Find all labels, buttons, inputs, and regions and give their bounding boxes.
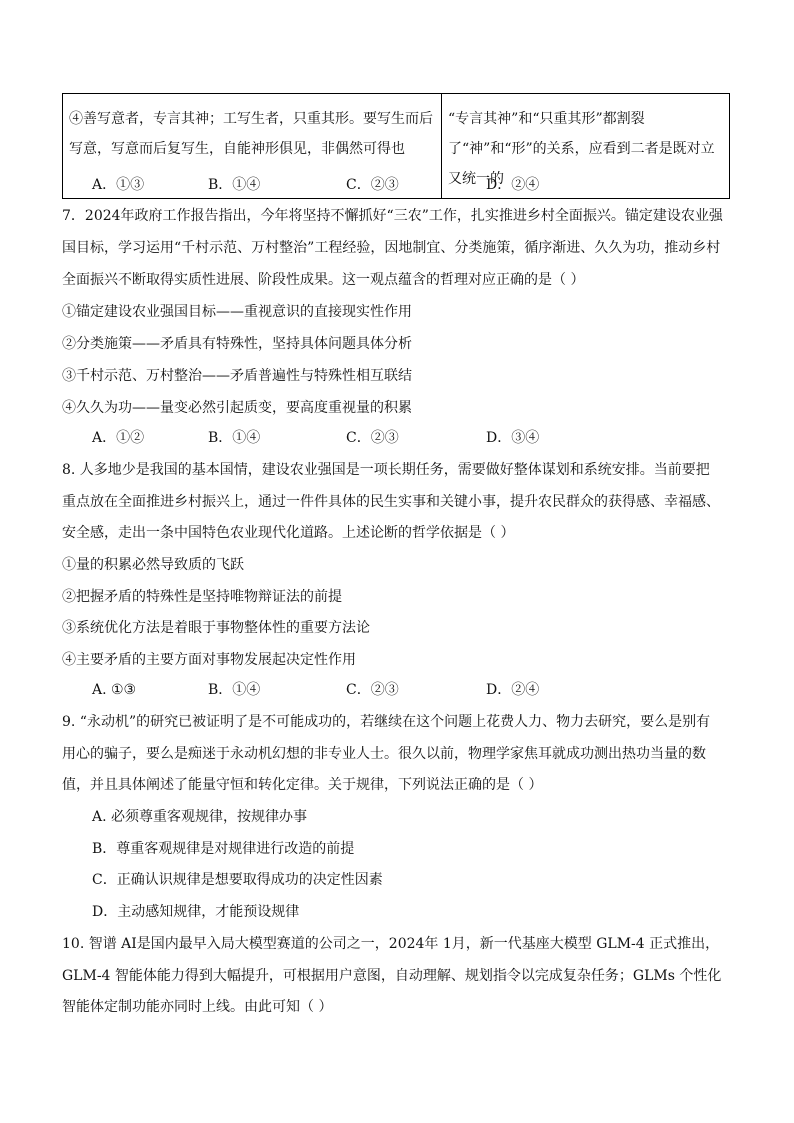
q8-item: ④主要矛盾的主要方面对事物发展起决定性作用: [62, 652, 356, 668]
q8-item: ③系统优化方法是着眼于事物整体性的重要方法论: [62, 620, 370, 636]
option-c[interactable]: C．②③: [346, 430, 399, 446]
q10-stem-line: 10. 智谱 AI是国内最早入局大模型赛道的公司之一，2024年 1月，新一代基座大模型 GLM-4 正式推出，: [62, 936, 720, 952]
q6-table-right-cell: “专言其神”和“只重其形”都割裂了“神”和“形”的关系，应看到二者是既对立又统一的: [442, 94, 730, 199]
option-d[interactable]: D．②④: [486, 177, 540, 193]
option-d[interactable]: D．主动感知规律，才能预设规律: [92, 904, 300, 920]
option-d[interactable]: D．②④: [486, 682, 540, 698]
option-b[interactable]: B．尊重客观规律是对规律进行改造的前提: [92, 841, 355, 857]
q8-item: ②把握矛盾的特殊性是坚持唯物辩证法的前提: [62, 589, 342, 605]
q7-stem-line: 7．2024年政府工作报告指出，今年将坚持不懈抓好“三农”工作，扎实推进乡村全面振兴。锚定建设农业强: [62, 208, 723, 224]
q8-stem-line: 重点放在全面推进乡村振兴上，通过一件件具体的民生实事和关键小事，提升农民群众的获得感、幸福感、: [62, 494, 720, 510]
q6-table-left-cell: ④善写意者，专言其神；工写生者，只重其形。要写生而后写意，写意而后复写生，自能神形俱见，非偶然可得也: [63, 94, 442, 199]
option-a[interactable]: A．①③: [92, 177, 145, 193]
q9-stem-line: 用心的骗子，要么是痴迷于永动机幻想的非专业人士。很久以前，物理学家焦耳就成功测出热功当量的数: [62, 746, 706, 762]
q8-item: ①量的积累必然导致质的飞跃: [62, 557, 244, 573]
q10-stem-line: 智能体定制功能亦同时上线。由此可知（ ）: [62, 999, 333, 1015]
q7-item: ③千村示范、万村整治——矛盾普遍性与特殊性相互联结: [62, 368, 412, 384]
option-c[interactable]: C．②③: [346, 177, 399, 193]
option-d[interactable]: D．③④: [486, 430, 540, 446]
option-b[interactable]: B．①④: [208, 430, 261, 446]
option-b[interactable]: B．①④: [208, 682, 261, 698]
q7-item: ④久久为功——量变必然引起质变，要高度重视量的积累: [62, 400, 412, 416]
q10-stem-line: GLM-4 智能体能力得到大幅提升，可根据用户意图，自动理解、规划指令以完成复杂任务；GLMs 个性化: [62, 968, 722, 984]
option-a[interactable]: A. ①③: [92, 682, 137, 698]
option-c[interactable]: C．②③: [346, 682, 399, 698]
q7-item: ②分类施策——矛盾具有特殊性，坚持具体问题具体分析: [62, 336, 412, 352]
q9-stem-line: 值，并且具体阐述了能量守恒和转化定律。关于规律，下列说法正确的是（ ）: [62, 777, 543, 793]
q8-stem-line: 8. 人多地少是我国的基本国情，建设农业强国是一项长期任务，需要做好整体谋划和系统安排。当前要把: [62, 462, 710, 478]
option-c[interactable]: C．正确认识规律是想要取得成功的决定性因素: [92, 872, 383, 888]
q7-stem-line: 全面振兴不断取得实质性进展、阶段性成果。这一观点蕴含的哲理对应正确的是（ ）: [62, 272, 585, 288]
q7-stem-line: 国目标，学习运用“千村示范、万村整治”工程经验，因地制宜、分类施策，循序渐进、久久为功，推动乡村: [62, 240, 721, 256]
q9-stem-line: 9. “永动机”的研究已被证明了是不可能成功的，若继续在这个问题上花费人力、物力去研究，要么是别有: [62, 714, 711, 730]
q8-stem-line: 安全感，走出一条中国特色农业现代化道路。上述论断的哲学依据是（ ）: [62, 525, 515, 541]
option-a[interactable]: A. 必须尊重客观规律，按规律办事: [92, 809, 308, 825]
q7-item: ①锚定建设农业强国目标——重视意识的直接现实性作用: [62, 304, 412, 320]
option-b[interactable]: B．①④: [208, 177, 261, 193]
option-a[interactable]: A．①②: [92, 430, 145, 446]
